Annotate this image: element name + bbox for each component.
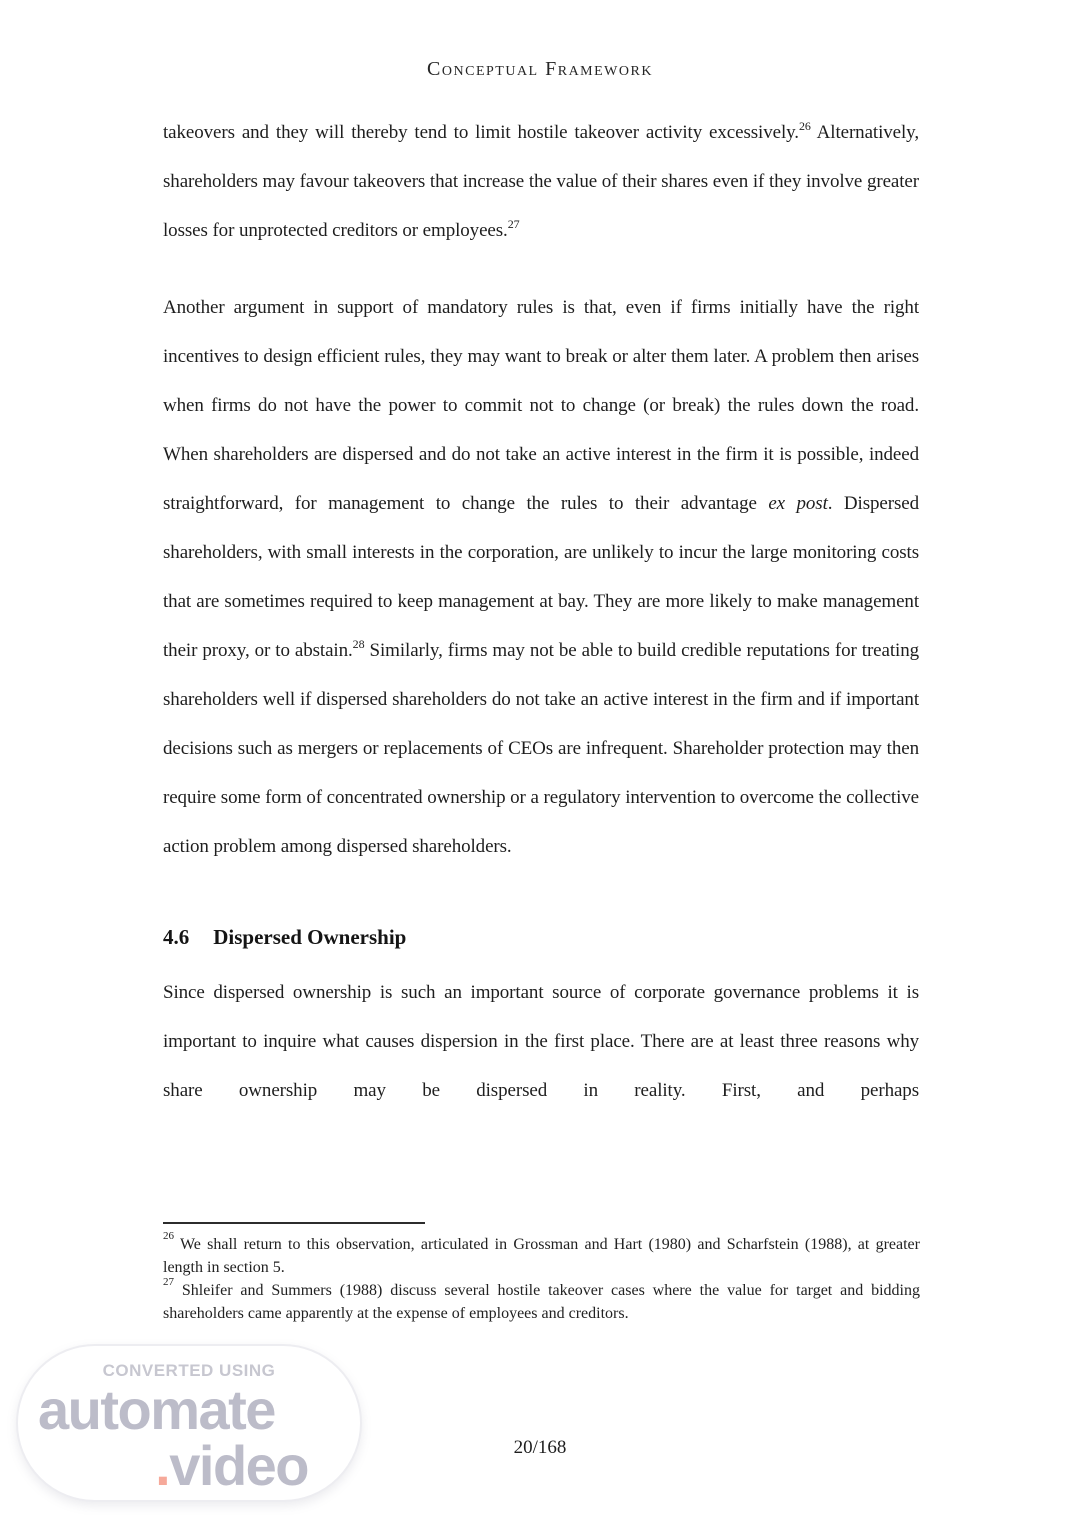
text-segment: takeovers and they will thereby tend to limit hostile takeover activity excessively. [163, 122, 799, 143]
watermark-badge [16, 1344, 362, 1502]
watermark-tagline: CONVERTED USING [102, 1361, 276, 1380]
footnote-item [163, 1229, 920, 1279]
footnote-ref: 27 [507, 217, 520, 231]
italic-phrase: ex post [768, 493, 828, 514]
section-heading [163, 913, 919, 962]
page-number: 20/168 [513, 1437, 567, 1458]
footnote-block [163, 1222, 920, 1325]
footnote-ref: 28 [352, 637, 365, 651]
footnote-ref: 26 [798, 119, 811, 133]
watermark-domain-text: video [169, 1434, 308, 1497]
footnote-separator [163, 1222, 425, 1224]
body-text-column [163, 108, 919, 1216]
watermark-brand-name: automate [38, 1378, 275, 1441]
section-number: 4.6 [163, 925, 190, 949]
footnote-marker: 26 [163, 1229, 174, 1242]
footnote-marker: 27 [163, 1275, 174, 1288]
footnote-text: We shall return to this observation, articulated in Grossman and Hart (1980) and Scharfstein (1988), at greater length in section 5. [163, 1236, 920, 1276]
paragraph: Since dispersed ownership is such an important source of corporate governance problems it is important to inquire what causes dispersion in the first place. There are at least three reasons why share ownership may be dispersed in reality. First, and perhaps [163, 982, 919, 1101]
footnote-text: Shleifer and Summers (1988) discuss several hostile takeover cases where the value for target and bidding shareholders came apparently at the expense of employees and creditors. [163, 1282, 921, 1322]
section-title: Dispersed Ownership [213, 925, 407, 949]
paragraph [163, 108, 919, 255]
text-segment: . Dispersed shareholders, with small interests in the corporation, are unlikely to incur the large monitoring costs that are sometimes required to keep management at bay. They are more likely to make management their proxy, or to abstain. [163, 493, 919, 661]
text-segment: Similarly, firms may not be able to build credible reputations for treating shareholders well if dispersed shareholders do not take an active interest in the firm and if important decisions such as mergers or replacements of CEOs are infrequent. Shareholder protection may then require some form of concentrated ownership or a regulatory intervention to overcome the collective action problem among dispersed shareholders. [163, 640, 919, 857]
footnote-item [163, 1275, 921, 1325]
watermark-dot: . [155, 1434, 170, 1497]
text-segment: Alternatively, shareholders may favour takeovers that increase the value of their shares even if they involve greater losses for unprotected creditors or employees. [163, 122, 919, 241]
watermark-brand-domain [155, 1434, 308, 1497]
running-header: Conceptual Framework [427, 58, 653, 80]
text-segment: Another argument in support of mandatory rules is that, even if firms initially have the right incentives to design efficient rules, they may want to break or alter them later. A problem then arises when firms do not have the power to commit not to change (or break) the rules down the road. When shareholders are dispersed and do not take an active interest in the firm it is possible, indeed straightforward, for management to change the rules to their advantage [163, 297, 919, 514]
paragraph [163, 283, 919, 871]
